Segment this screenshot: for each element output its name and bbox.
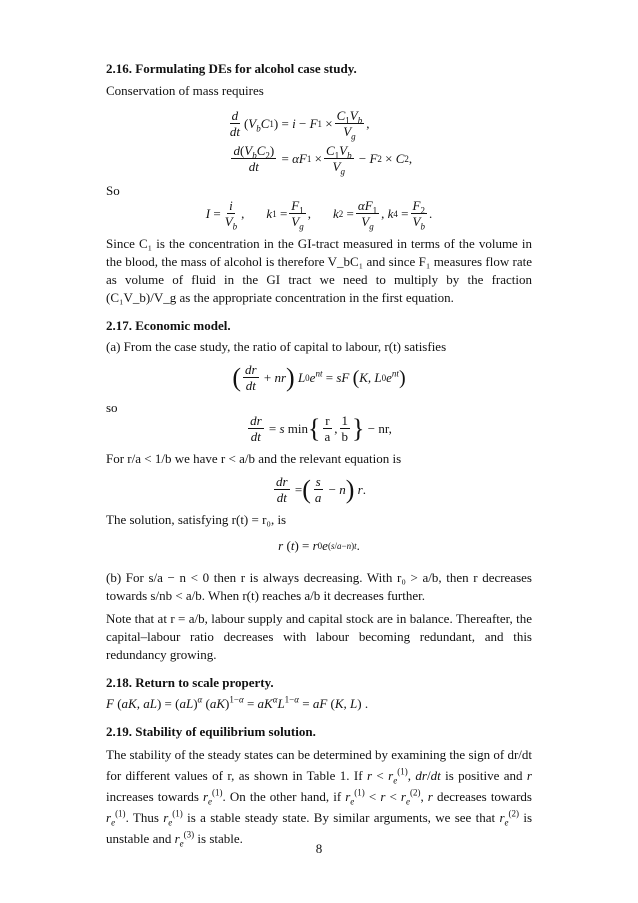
section-2-17-part-b: (b) For s/a − n < 0 then r is always decreasing. With r₀ > a/b, then r decreases towards s/nb < a/b. When r(t) reaches a/b it decreases further.: [106, 570, 532, 603]
solution-equation: r ( t ) = r 0 e (s/a−n)t .: [278, 538, 360, 553]
section-2-16-so: So: [106, 183, 120, 198]
page-body: [106, 60, 532, 849]
section-2-17-solution-intro: The solution, satisfying r(t) = r₀, is: [106, 512, 287, 527]
return-to-scale-equation: F (aK, aL) = (aL)$^\alpha$ $(aK)^{1-\alpha} = aK^\alpha L^{1-\alpha}$ = aF (K, L) .: [106, 694, 369, 711]
section-2-19-paragraph: The stability of the steady states can be determined by examining the sign of dr/dt for different values of r, as shown in Table 1. If $r < r_e^{(1)}$, dr/dt is positive and r increases towards $r_e^{(1)}$. On the other hand, if $r_e^{(1)} < r < r_e^{(2)}$, r decreases towards $r_e^{(1)}$. Thus $r_e^{(1)}$ is a stable steady state. By similar arguments, we see that $r_e^{(2)}$ is unstable and $r_e^{(3)}$ is stable.: [106, 747, 533, 849]
relevant-rate-equation: $\frac{dr}{dt}$ = ( $\frac{s}{a}$ − n ) r .: [276, 474, 366, 505]
rate-constants-equation: I = $\frac{i}{V_b}$ , k 1 = $\frac{F_1}{V_g}$ , k 2 = $\frac{\alpha F_1}{V_g}$ , k 4 = $\frac{F_2}{V_b}$ .: [205, 198, 433, 232]
section-2-17-so: so: [106, 400, 118, 415]
min-rate-equation: $\frac{dr}{dt}$ = s min { $\frac{r}{a}$ , $\frac{1}{b}$ } − nr,: [250, 413, 392, 444]
page-number: 8: [315, 841, 323, 856]
capital-labour-equation: ( $\frac{dr}{dt}$ + nr ) L 0 $e^{nt}$ = sF ( K, L 0 $e^{nt}$ ): [232, 362, 406, 393]
section-2-16-intro: Conservation of mass requires: [106, 83, 264, 98]
conservation-equations: $\frac{d}{dt}$ ( $V_bC$ 1 ) = i − F 1 × $\frac{C_1V_b}{V_g}$ , $\frac{d(V_bC_2)}{dt}$ = αF 1 × $\frac{C_1V_b}{V_g}$ − F 2 × C 2 ,: [229, 108, 413, 177]
section-2-18-heading: 2.18. Return to scale property.: [106, 675, 274, 690]
section-2-19-heading: 2.19. Stability of equilibrium solution.: [106, 724, 316, 739]
section-2-17-condition: For r/a < 1/b we have r < a/b and the relevant equation is: [106, 451, 402, 466]
section-2-16-heading: 2.16. Formulating DEs for alcohol case study.: [106, 61, 357, 76]
section-2-17-part-a: (a) From the case study, the ratio of capital to labour, r(t) satisfies: [106, 339, 447, 354]
section-2-16-explanation: Since C₁ is the concentration in the GI-tract measured in terms of the volume in the blood, the mass of alcohol is therefore V_bC₁ and since F₁ measures flow rate as volume of fluid in the GI tract we need to multiply by the fraction (C₁V_b)/V_g as the appropriate concentration in the first equation.: [106, 236, 532, 305]
section-2-17-heading: 2.17. Economic model.: [106, 318, 231, 333]
section-2-17-note: Note that at r = a/b, labour supply and capital stock are in balance. Thereafter, the capital–labour ratio decreases with labour becoming redundant, and this redundancy growing.: [106, 611, 532, 662]
